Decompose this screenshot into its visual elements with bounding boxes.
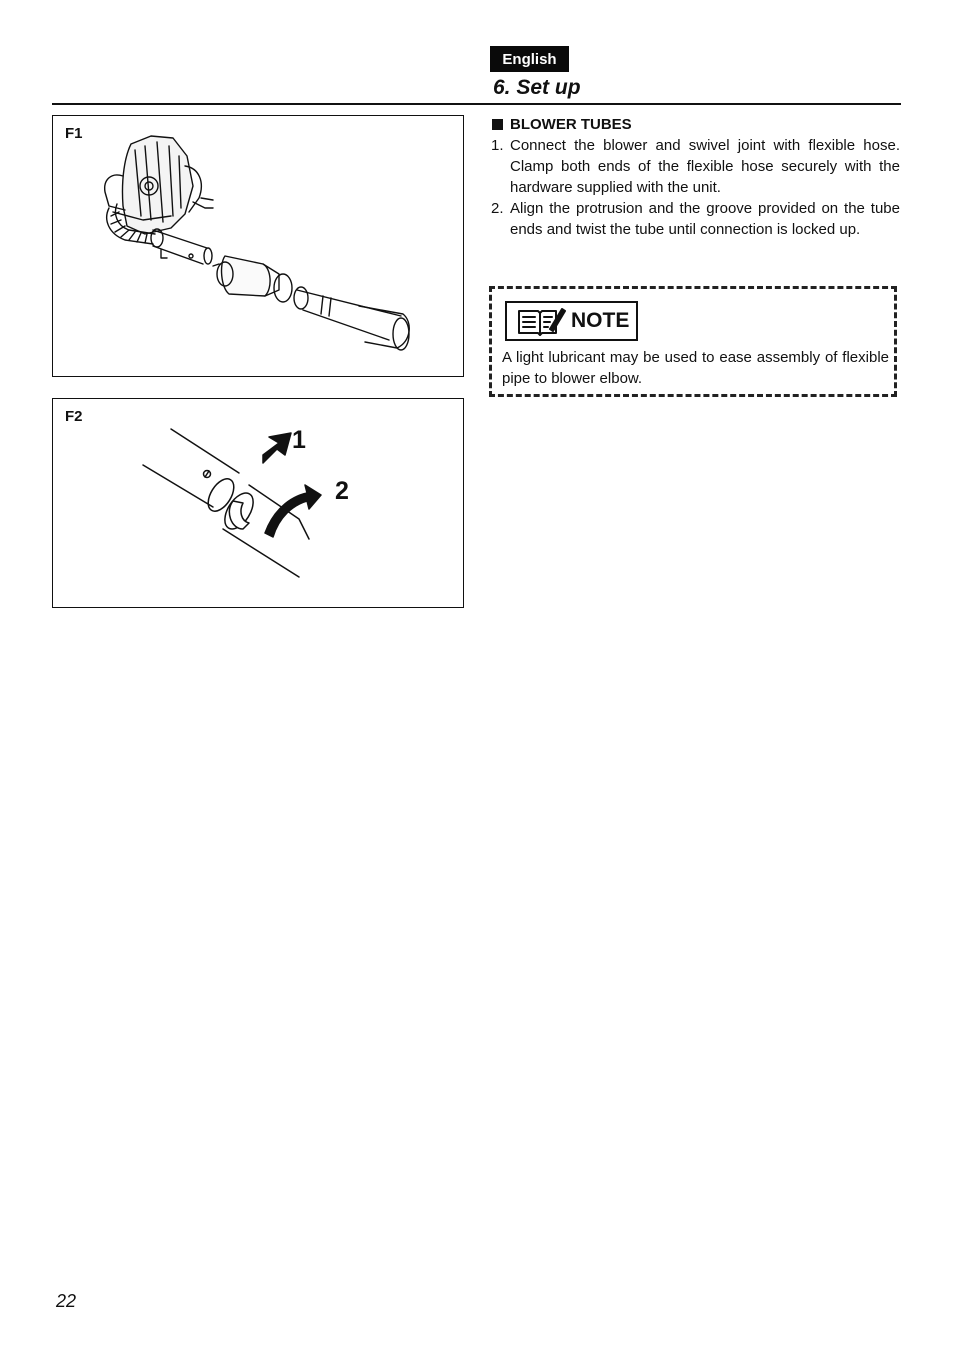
steps-list [491, 135, 900, 240]
blower-tubes-heading [491, 114, 900, 135]
note-text: A light lubricant may be used to ease assembly of flexible pipe to blower elbow. [502, 349, 889, 387]
square-bullet-icon [492, 119, 503, 130]
setup-instructions [491, 114, 900, 240]
tube-twist-illustration [53, 399, 463, 607]
figure-label-f2: F2 [65, 408, 83, 425]
step-number: 2. [491, 200, 504, 217]
figure-f2 [52, 398, 464, 608]
header-divider [52, 103, 901, 105]
step-text: Connect the blower and swivel joint with flexible hose. Clamp both ends of the flexible hose securely with the hardware supplied with the unit. [510, 137, 900, 196]
note-badge [505, 301, 638, 341]
step-text: Align the protrusion and the groove provided on the tube ends and twist the tube until connection is locked up. [510, 200, 900, 238]
list-item [491, 135, 900, 198]
note-box [489, 286, 897, 397]
figure-label-f1: F1 [65, 125, 83, 142]
note-label: NOTE [571, 309, 630, 332]
language-badge: English [490, 46, 569, 72]
heading-text: BLOWER TUBES [510, 116, 632, 133]
step-number: 1. [491, 137, 504, 154]
callout-2: 2 [335, 477, 349, 505]
figure-f1 [52, 115, 464, 377]
page-number: 22 [56, 1291, 77, 1311]
callout-1: 1 [292, 426, 306, 454]
blower-assembly-illustration [53, 116, 463, 376]
section-title: 6. Set up [493, 76, 581, 99]
open-book-icon [516, 307, 566, 337]
list-item [491, 198, 900, 240]
